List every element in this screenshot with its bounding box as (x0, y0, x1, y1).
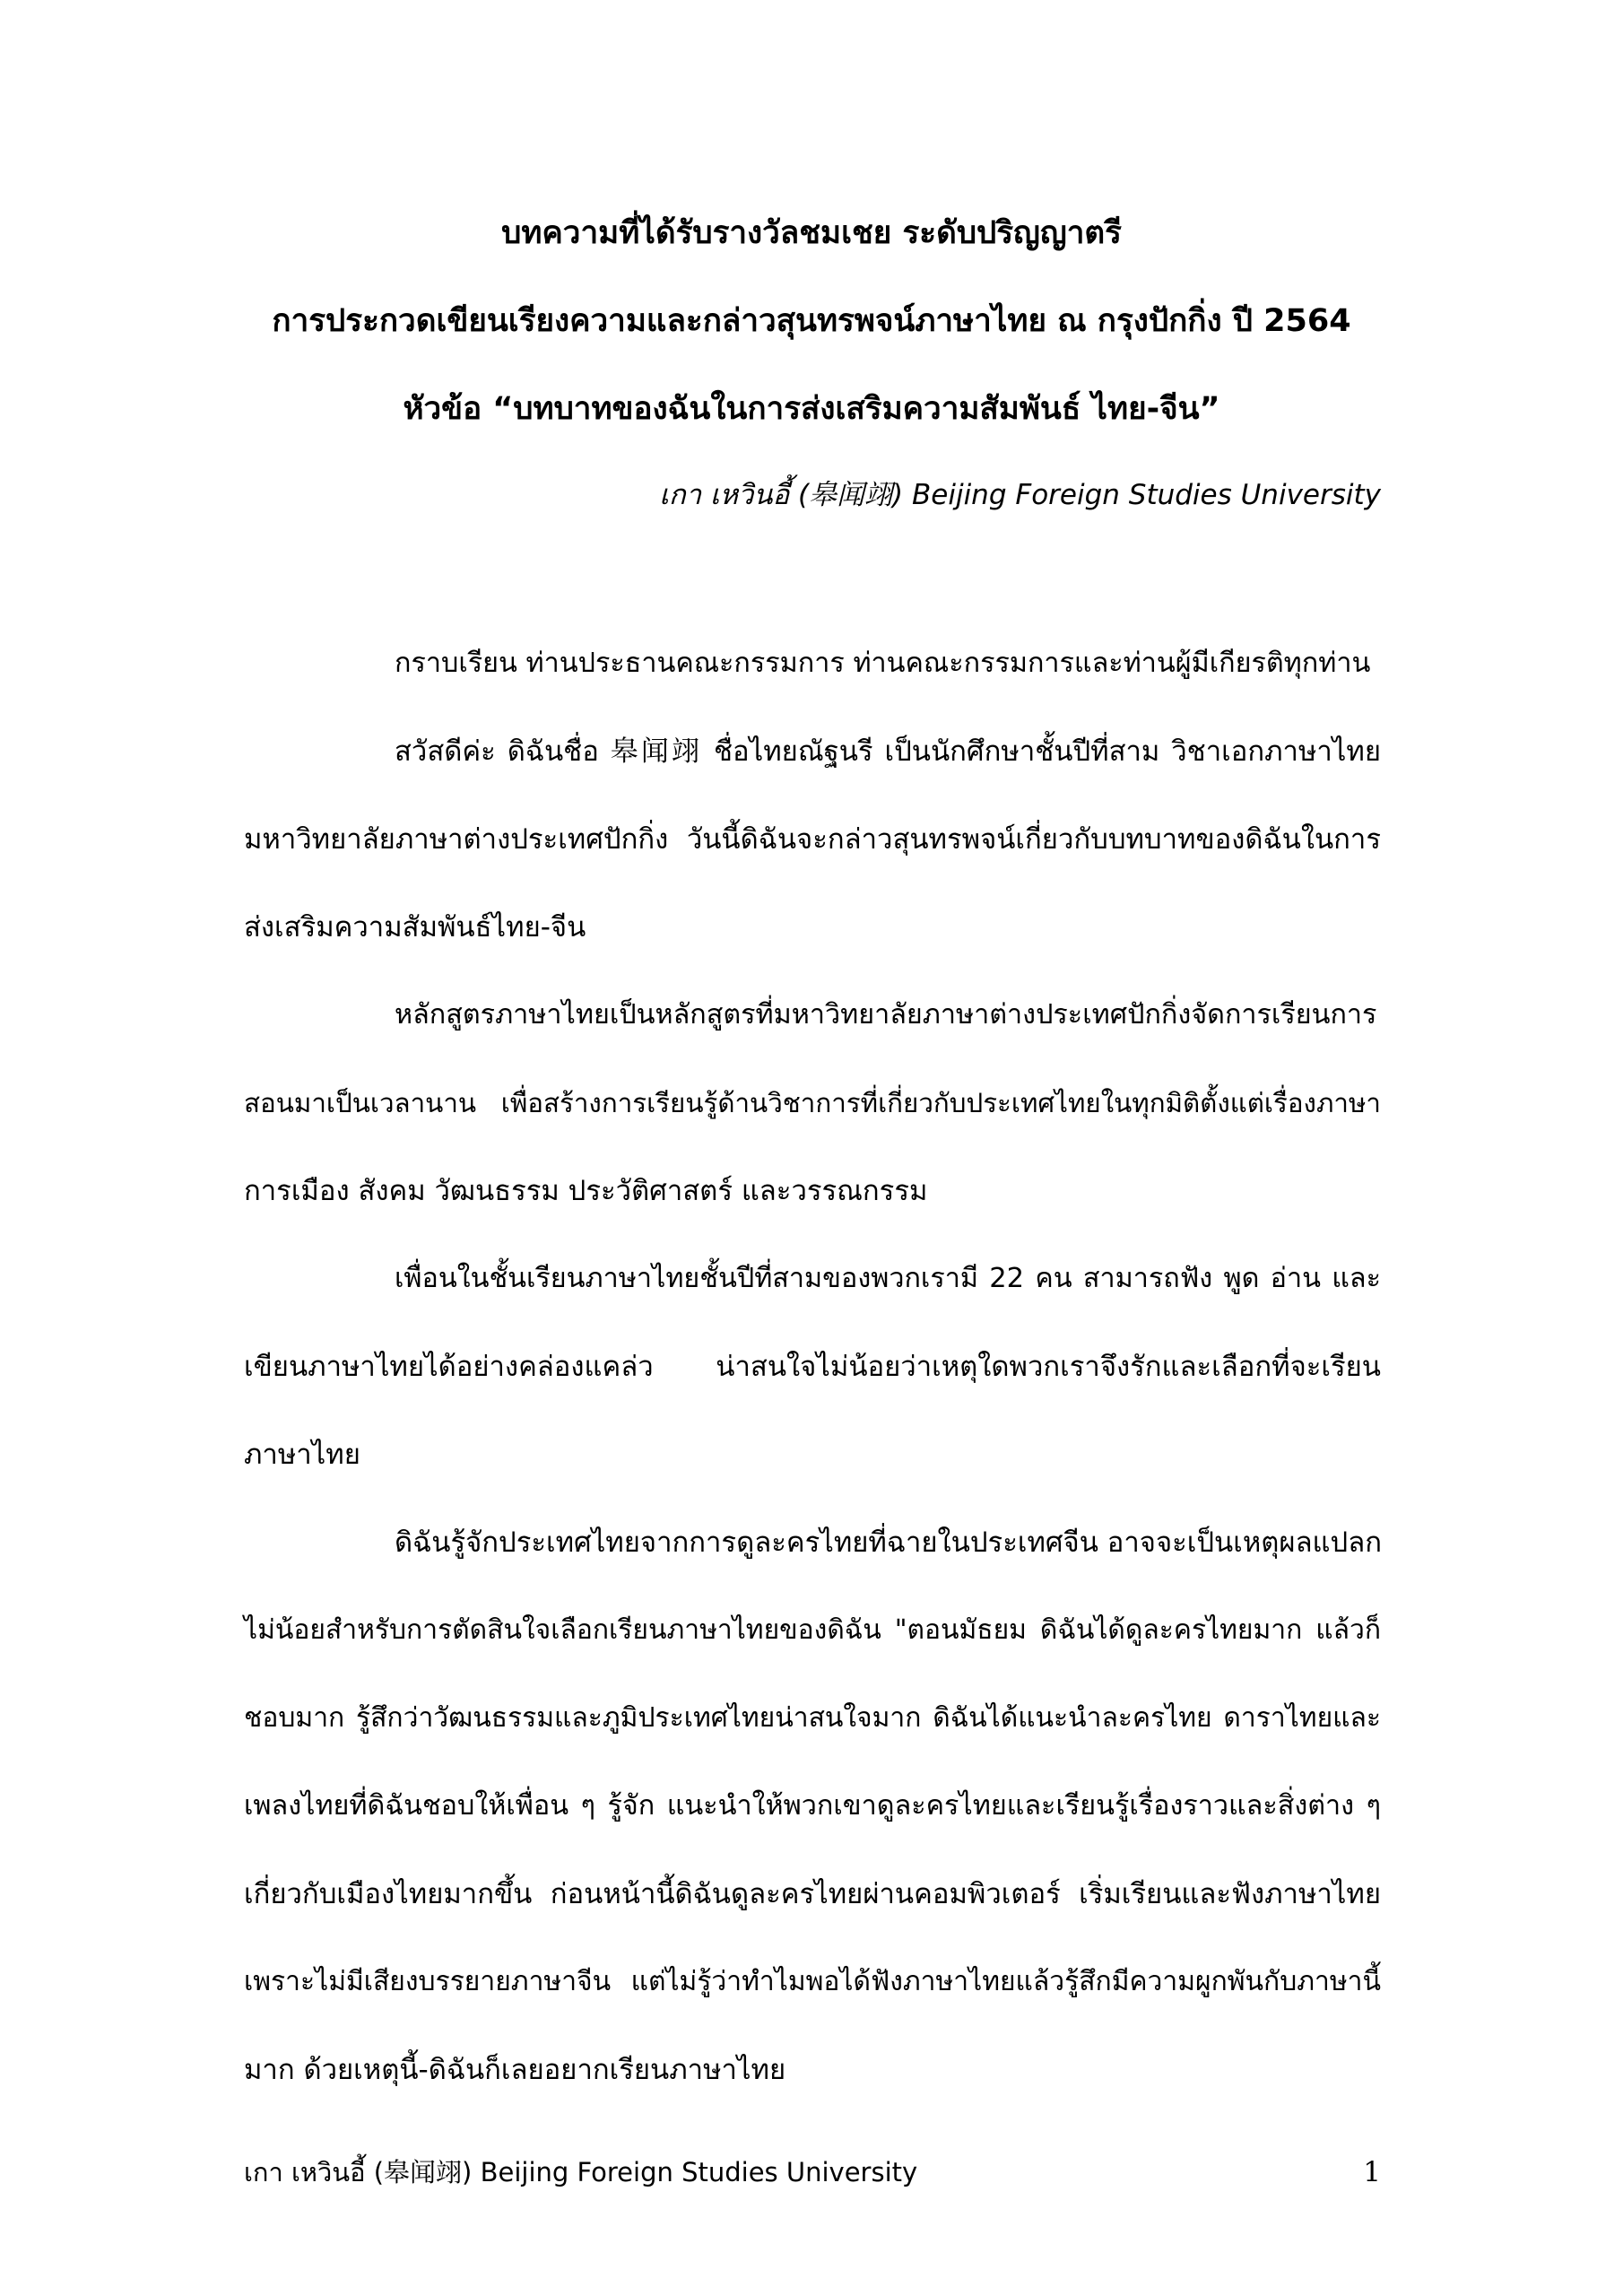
paragraph-line: ไม่น้อยสำหรับการตัดสินใจเลือกเรียนภาษาไทยของดิฉัน "ตอนมัธยม ดิฉันได้ดูละครไทยมาก แล้วก็ (244, 1614, 1381, 1646)
paragraph-line: เขียนภาษาไทยได้อย่างคล่องแคล่ว น่าสนใจไม่น้อยว่าเหตุใดพวกเราจึงรักและเลือกที่จะเรียน (244, 1351, 1381, 1383)
page-number: 1 (1363, 2156, 1381, 2188)
paragraph-line: การเมือง สังคม วัฒนธรรม ประวัติศาสตร์ และวรรณกรรม (244, 1175, 928, 1207)
footer-author: เกา เหวินอี้ (皋闻翊) Beijing Foreign Studies University (244, 2157, 918, 2187)
paragraph-line: ภาษาไทย (244, 1439, 360, 1471)
paragraph-line: กราบเรียน ท่านประธานคณะกรรมการ ท่านคณะกรรมการและท่านผู้มีเกียรติทุกท่าน (395, 648, 1371, 679)
paragraph-line: ชอบมาก รู้สึกว่าวัฒนธรรมและภูมิประเทศไทยน่าสนใจมาก ดิฉันได้แนะนำละครไทย ดาราไทยและ (244, 1702, 1381, 1734)
paragraph-line: เพราะไม่มีเสียงบรรยายภาษาจีน แต่ไม่รู้ว่าทำไมพอได้ฟังภาษาไทยแล้วรู้สึกมีความผูกพันกับภาษานี้ (244, 1966, 1381, 1997)
paragraph-line: เกี่ยวกับเมืองไทยมากขึ้น ก่อนหน้านี้ดิฉันดูละครไทยผ่านคอมพิวเตอร์ เริ่มเรียนและฟังภาษาไทย (244, 1878, 1381, 1910)
paragraph-line: มหาวิทยาลัยภาษาต่างประเทศปักกิ่ง วันนี้ดิฉันจะกล่าวสุนทรพจน์เกี่ยวกับบทบาทของดิฉันในการ (244, 823, 1381, 856)
paragraph-line: สอนมาเป็นเวลานาน เพื่อสร้างการเรียนรู้ด้านวิชาการที่เกี่ยวกับประเทศไทยในทุกมิติตั้งแต่เรื่องภาษา (244, 1088, 1381, 1118)
title-line-3: หัวข้อ “บทบาทของฉันในการส่งเสริมความสัมพันธ์ ไทย-จีน” (403, 391, 1220, 427)
paragraph-line: มาก ด้วยเหตุนี้-ดิฉันก็เลยอยากเรียนภาษาไทย (244, 2054, 786, 2086)
title-line-2: การประกวดเขียนเรียงความและกล่าวสุนทรพจน์ภาษาไทย ณ กรุงปักกิ่ง ปี 2564 (272, 303, 1351, 339)
author-byline: เกา เหวินอี้ (皋闻翊) Beijing Foreign Studies University (659, 479, 1381, 511)
paragraph-line: เพื่อนในชั้นเรียนภาษาไทยชั้นปีที่สามของพวกเรามี 22 คน สามารถฟัง พูด อ่าน และ (395, 1263, 1381, 1294)
paragraph-line: ส่งเสริมความสัมพันธ์ไทย-จีน (244, 911, 586, 944)
paragraph-line: ดิฉันรู้จักประเทศไทยจากการดูละครไทยที่ฉายในประเทศจีน อาจจะเป็นเหตุผลแปลก (395, 1526, 1382, 1559)
paragraph-line: หลักสูตรภาษาไทยเป็นหลักสูตรที่มหาวิทยาลัยภาษาต่างประเทศปักกิ่งจัดการเรียนการ (395, 999, 1377, 1031)
title-line-1: บทความที่ได้รับรางวัลชมเชย ระดับปริญญาตรี (501, 215, 1122, 251)
paragraph-line: สวัสดีค่ะ ดิฉันชื่อ 皋闻翊 ชื่อไทยณัฐนรี เป็นนักศึกษาชั้นปีที่สาม วิชาเอกภาษาไทย (395, 735, 1381, 768)
paragraph-line: เพลงไทยที่ดิฉันชอบให้เพื่อน ๆ รู้จัก แนะนำให้พวกเขาดูละครไทยและเรียนรู้เรื่องราวและสิ่งต่าง ๆ (244, 1790, 1381, 1822)
